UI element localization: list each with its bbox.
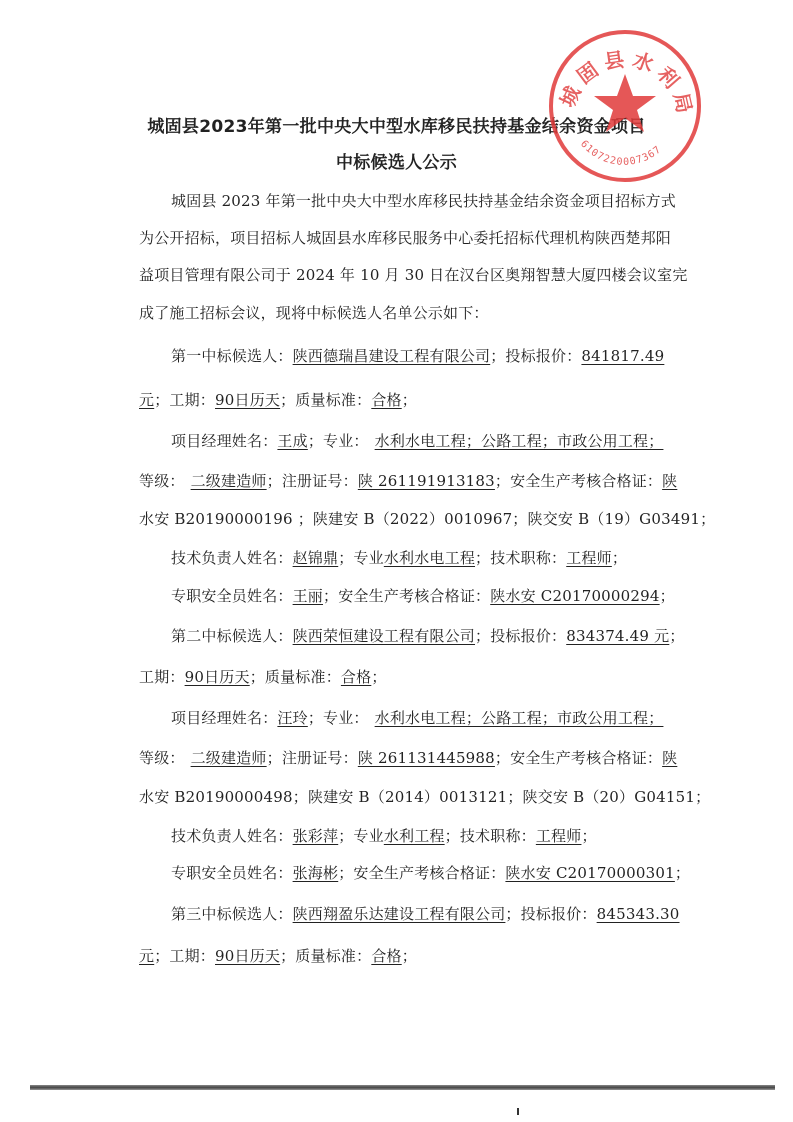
candidate-2-tech-spec-label: ；专业 [338,827,384,845]
candidate-3-bid-unit: 元 [139,947,155,965]
candidate-3-quality: 合格 [371,947,402,965]
candidate-1-period: 90日历天 [215,391,281,409]
candidate-1-reg-label: ；注册证号： [266,472,358,490]
candidate-1-safety-a: 陕 [662,472,678,490]
candidate-2-title-end: ； [581,827,597,845]
candidate-1-title: 工程师 [566,549,612,567]
candidate-1-reg: 陕 261191913183 [357,472,495,490]
candidate-2-bid: 834374.49 元 [566,627,670,645]
candidate-1-period-label: ；工期： [154,391,216,409]
candidate-2-quality: 合格 [340,668,372,686]
candidate-2-bid-label: ；投标报价： [475,627,567,645]
official-seal [543,24,703,184]
candidate-2-spec: 水利水电工程；公路工程；市政公用工程； [374,709,664,727]
candidate-3-label: 第三中标候选人： [171,905,293,923]
candidate-2-sep: ； [669,627,685,645]
candidate-2-reg-label: ；注册证号： [266,749,358,767]
seal-star-icon [594,74,656,132]
candidate-2-spec-label: ；专业： [307,709,369,727]
candidate-2-title-label: ；技术职称： [444,827,536,845]
candidate-1-title-label: ；技术职称： [475,549,567,567]
candidate-1-line-1 [171,346,664,366]
candidate-1-pm-line [171,431,663,451]
title-line-2: 中标候选人公示 [335,153,458,173]
candidate-1-grade-label: 等级： [139,472,185,490]
candidate-2-sec: 张海彬 [292,864,339,882]
candidate-2-sec-cert-label: ；安全生产考核合格证： [338,864,506,882]
candidate-3-period-label: ；工期： [154,947,216,965]
bottom-tick-mark [517,1108,519,1115]
candidate-2-end: ； [371,668,387,686]
candidate-2-pm-label: 项目经理姓名： [171,709,278,727]
seal-number: 6107220007367 [577,138,664,168]
candidate-1-tech-spec: 水利水电工程 [383,549,476,567]
candidate-2-label: 第二中标候选人： [171,627,293,645]
candidate-2-sec-line [171,863,690,883]
candidate-2-line-1 [171,626,685,646]
candidate-1-label: 第一中标候选人： [171,347,293,365]
candidate-2-reg: 陕 261131445988 [357,749,495,767]
intro-line-1: 城固县 2023 年第一批中央大中型水库移民扶持基金结余资金项目招标方式 [171,192,676,210]
candidate-1-pm-label: 项目经理姓名： [171,432,278,450]
candidate-1-grade: 二级建造师 [190,472,267,490]
candidate-2-safety-line: 水安 B20190000498；陕建安 B（2014）0013121；陕交安 B（20）G04151； [139,788,711,806]
candidate-1-bid: 841817.49 [581,347,665,365]
intro-line-2: 为公开招标，项目招标人城固县水库移民服务中心委托招标代理机构陕西楚邦阳 [139,229,672,247]
candidate-3-bid-label: ；投标报价： [505,905,597,923]
bottom-scan-rule [30,1085,775,1090]
candidate-1-end: ； [401,391,417,409]
candidate-2-grade-line [139,748,677,768]
candidate-2-sec-end: ； [674,864,691,882]
candidate-1-tech-spec-label: ；专业 [338,549,384,567]
candidate-1-quality: 合格 [371,391,402,409]
candidate-3-end: ； [401,947,417,965]
candidate-2-pm-line [171,708,663,728]
candidate-2-company: 陕西荣恒建设工程有限公司 [292,627,476,645]
candidate-1-title-end: ； [611,549,628,567]
candidate-1-tech-line [171,548,627,568]
candidate-2-tech-label: 技术负责人姓名： [171,827,293,845]
candidate-1-sec-end: ； [659,587,675,605]
title-line-1: 城固县2023年第一批中央大中型水库移民扶持基金结余资金项目 [147,117,646,137]
candidate-2-period-label: 工期： [139,668,185,686]
candidate-2-tech-spec: 水利工程 [383,827,445,845]
candidate-1-grade-line [139,471,677,491]
candidate-2-line-2 [139,667,387,687]
intro-line-3: 益项目管理有限公司于 2024 年 10 月 30 日在汉台区奥翔智慧大厦四楼会议室完 [139,266,688,284]
candidate-3-quality-label: ；质量标准： [280,947,372,965]
candidate-2-quality-label: ；质量标准： [249,668,341,686]
candidate-2-title: 工程师 [535,827,582,845]
candidate-2-grade-label: 等级： [139,749,185,767]
candidate-2-sec-label: 专职安全员姓名： [171,864,293,882]
candidate-2-tech: 张彩萍 [292,827,339,845]
candidate-1-company: 陕西德瑞昌建设工程有限公司 [292,347,491,365]
candidate-1-line-2 [139,390,417,410]
svg-text:6107220007367 [578,139,664,168]
candidate-2-pm: 汪玲 [277,709,308,727]
candidate-3-period: 90日历天 [215,947,281,965]
candidate-3-line-2 [139,946,417,966]
candidate-1-sec-cert-label: ；安全生产考核合格证： [323,587,491,605]
candidate-3-bid: 845343.30 [596,905,680,923]
candidate-1-sec-cert: 陕水安 C20170000294 [490,587,660,605]
candidate-3-company: 陕西翔盈乐达建设工程有限公司 [292,905,506,923]
candidate-1-tech: 赵锦鼎 [292,549,339,567]
candidate-2-safety-label: ；安全生产考核合格证： [494,749,663,767]
candidate-1-spec: 水利水电工程；公路工程；市政公用工程； [374,432,664,450]
candidate-1-quality-label: ；质量标准： [280,391,372,409]
candidate-2-safety-a: 陕 [662,749,678,767]
candidate-1-tech-label: 技术负责人姓名： [171,549,293,567]
candidate-1-pm: 王成 [277,432,308,450]
candidate-1-sec-label: 专职安全员姓名： [171,587,293,605]
candidate-2-period: 90日历天 [184,668,250,686]
candidate-1-safety-line: 水安 B20190000196 ；陕建安 B（2022）0010967；陕交安 B（19）G03491； [139,510,716,528]
seal-text: 城固县水利局 [555,46,699,122]
candidate-3-line-1 [171,904,680,924]
candidate-2-grade: 二级建造师 [190,749,267,767]
candidate-1-sec: 王丽 [292,587,324,605]
candidate-2-tech-line [171,826,597,846]
candidate-1-sec-line [171,586,675,606]
candidate-1-bid-label: ；投标报价： [490,347,582,365]
candidate-1-bid-unit: 元 [139,391,155,409]
candidate-1-safety-label: ；安全生产考核合格证： [494,472,663,490]
candidate-2-sec-cert: 陕水安 C20170000301 [505,864,675,882]
intro-line-4: 成了施工招标会议，现将中标候选人名单公示如下： [139,304,489,322]
candidate-1-spec-label: ；专业： [307,432,369,450]
